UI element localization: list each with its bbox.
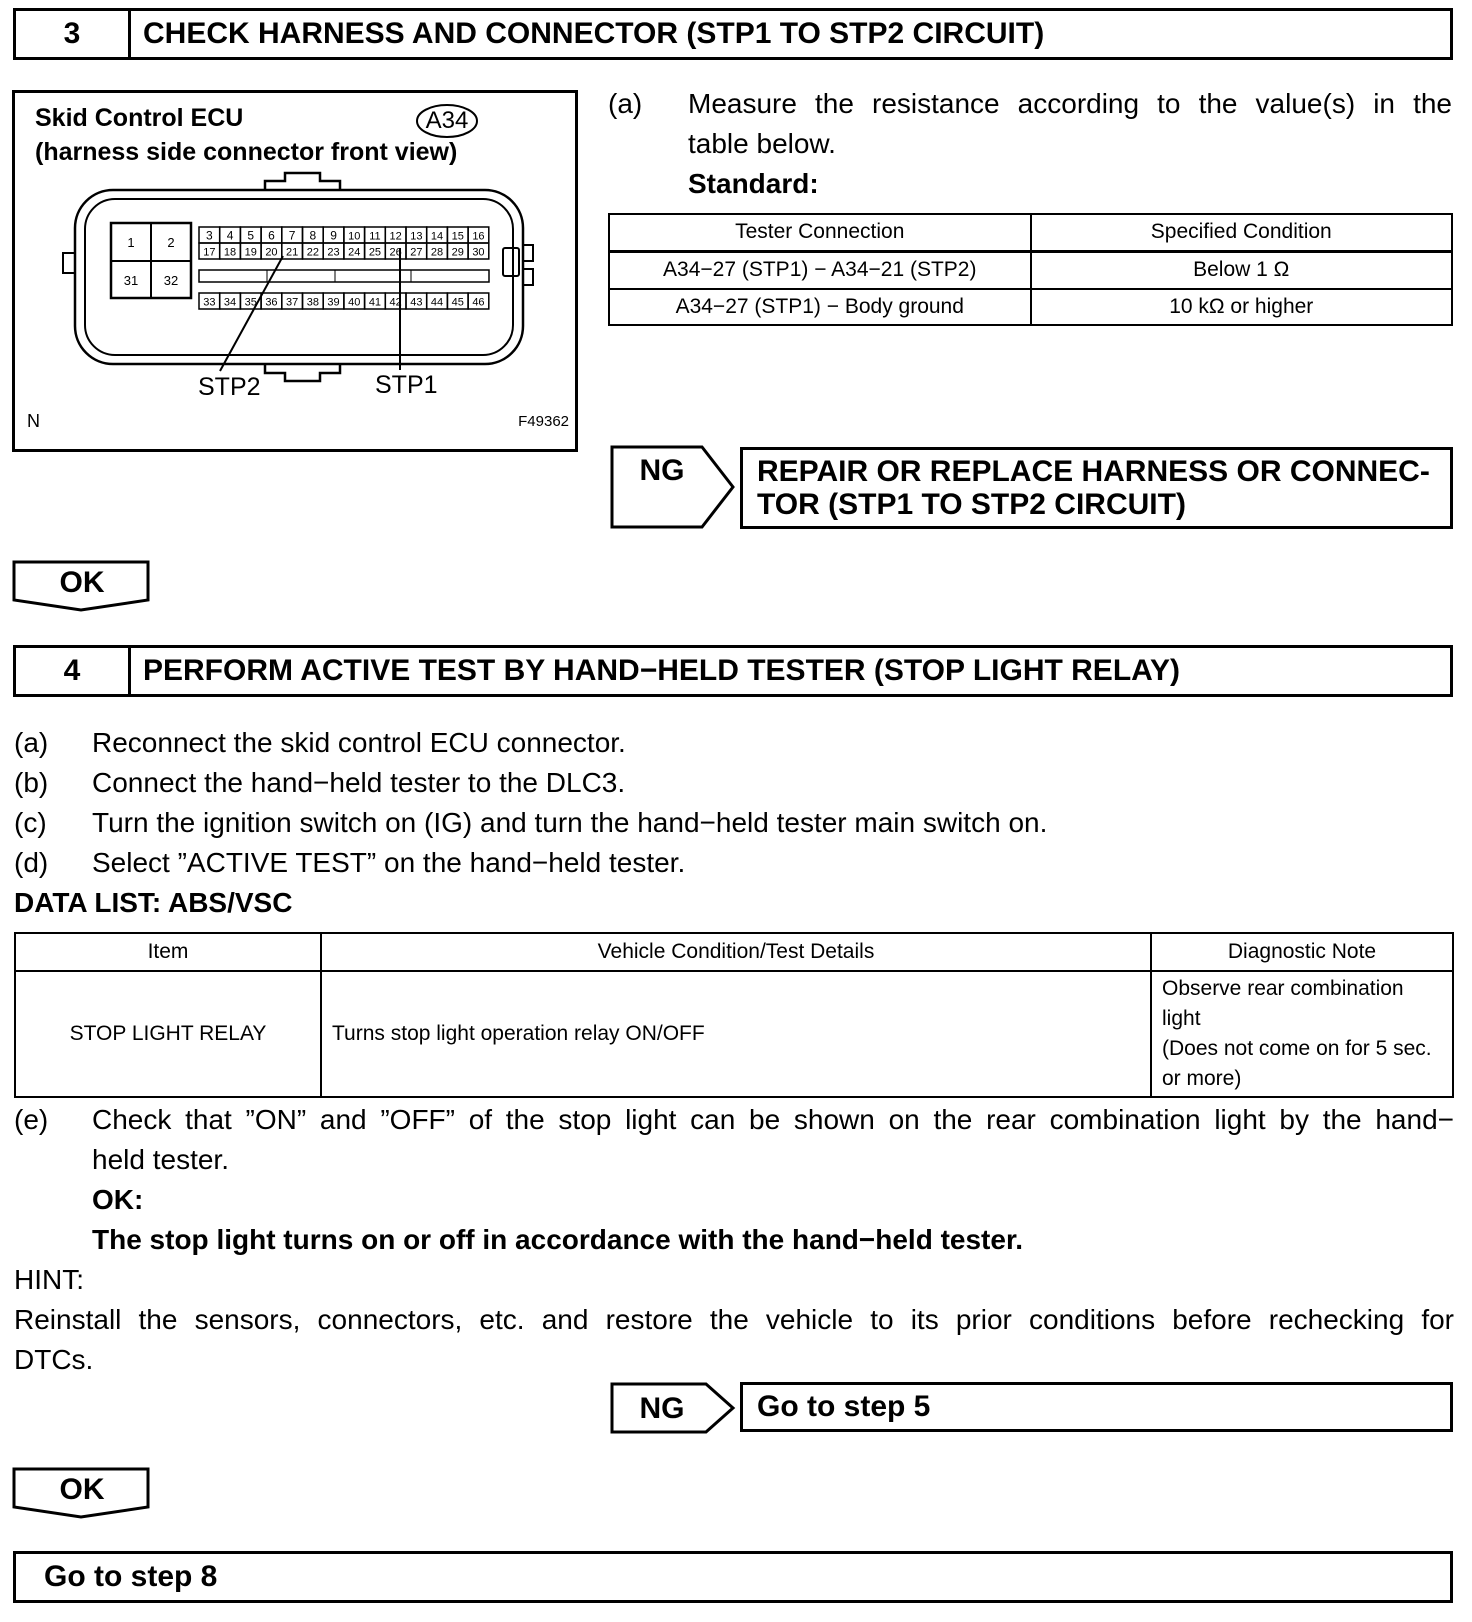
data-list-title: DATA LIST: ABS/VSC — [14, 887, 293, 918]
table-row — [15, 971, 1453, 1097]
pin-number: 19 — [244, 246, 257, 259]
figure-id: F49362 — [518, 413, 569, 430]
substep-list — [14, 723, 1047, 883]
table-header: Item — [15, 933, 321, 971]
table-header: Diagnostic Note — [1151, 933, 1453, 971]
table-cell: A34−27 (STP1) − A34−21 (STP2) — [609, 251, 1031, 289]
substep-e-line2: held tester. — [92, 1144, 229, 1175]
step-title: CHECK HARNESS AND CONNECTOR (STP1 TO STP2 CIRCUIT) — [143, 17, 1045, 50]
final-step-box: Go to step 8 — [13, 1551, 1453, 1603]
pin-number: 3 — [206, 228, 213, 243]
pin-grid — [199, 227, 489, 309]
substep-text: Turn the ignition switch on (IG) and turn the hand−held tester main switch on. — [92, 807, 1048, 838]
pin-number: 22 — [306, 246, 319, 259]
pin-number: 42 — [389, 296, 402, 309]
substep-text: Select ”ACTIVE TEST” on the hand−held tester. — [92, 847, 686, 878]
data-list-table — [14, 932, 1454, 1098]
hint-line1: Reinstall the sensors, connectors, etc. and restore the vehicle to its prior conditions before rechecking for — [14, 1304, 1454, 1335]
standard-table — [608, 213, 1453, 326]
ng-label-step4: NG — [639, 1392, 685, 1425]
substep-letter: (c) — [14, 807, 47, 838]
table-row — [609, 251, 1452, 289]
substep-letter: (a) — [14, 727, 49, 758]
pin-number: 39 — [327, 296, 340, 309]
note-line: Observe rear combination — [1162, 977, 1404, 1000]
ng-action-step3 — [740, 447, 1453, 529]
pin-number: 33 — [203, 296, 216, 309]
step-number: 3 — [16, 11, 131, 57]
connector-figure — [12, 90, 578, 452]
pin-number: 38 — [306, 296, 319, 309]
ok-heading: OK: — [92, 1184, 144, 1215]
pin-number: 32 — [163, 273, 179, 288]
table-header: Specified Condition — [1031, 214, 1453, 251]
step-number: 4 — [16, 648, 131, 694]
pin-number: 45 — [451, 296, 464, 309]
stp1-label: STP1 — [375, 371, 438, 399]
pin-number: 26 — [389, 246, 402, 259]
pin-number: 23 — [327, 246, 340, 259]
table-header: Tester Connection — [609, 214, 1031, 251]
standard-label: Standard: — [688, 168, 819, 199]
pin-number: 20 — [265, 246, 278, 259]
table-row — [609, 289, 1452, 325]
figure-corner-code: N — [27, 411, 40, 431]
pin-number: 29 — [451, 246, 464, 259]
pin-number: 5 — [247, 228, 255, 243]
pin-number: 11 — [369, 230, 381, 243]
list-item — [14, 803, 1047, 843]
pin-number: 10 — [348, 230, 361, 243]
ok-label-step4: OK — [59, 1473, 105, 1506]
pin-number: 24 — [348, 246, 361, 259]
pin-number: 37 — [286, 296, 299, 309]
step-title: PERFORM ACTIVE TEST BY HAND−HELD TESTER (STOP LIGHT RELAY) — [143, 654, 1181, 687]
pin-number: 28 — [430, 246, 444, 259]
instruction-letter-a: (a) — [608, 88, 643, 119]
pin-number: 4 — [226, 228, 234, 243]
note-line: or more) — [1162, 1067, 1242, 1090]
substep-letter: (b) — [14, 767, 49, 798]
step-3-header — [13, 8, 1453, 60]
pin-number: 14 — [430, 230, 444, 243]
figure-title-line2: (harness side connector front view) — [35, 138, 458, 166]
stp2-label: STP2 — [198, 373, 261, 401]
table-header: Vehicle Condition/Test Details — [321, 933, 1151, 971]
table-cell: Turns stop light operation relay ON/OFF — [321, 971, 1151, 1097]
connector-id: A34 — [425, 107, 469, 134]
pin-number: 18 — [223, 246, 237, 259]
step-4-header — [13, 645, 1453, 697]
list-item — [14, 723, 1047, 763]
pin-number: 16 — [472, 230, 485, 243]
pin-number: 27 — [410, 246, 423, 259]
hint-label: HINT: — [14, 1264, 84, 1295]
substep-text: Connect the hand−held tester to the DLC3. — [92, 767, 626, 798]
substep-e-letter: (e) — [14, 1104, 49, 1135]
list-item — [14, 843, 1047, 883]
pin-number: 36 — [265, 296, 278, 309]
table-cell: Below 1 Ω — [1031, 251, 1453, 289]
pin-number: 6 — [268, 228, 275, 243]
pin-number: 25 — [368, 246, 382, 259]
substep-letter: (d) — [14, 847, 49, 878]
ng-action-step4: Go to step 5 — [740, 1382, 1453, 1432]
pin-number: 1 — [127, 235, 135, 250]
hint-line2: DTCs. — [14, 1344, 94, 1375]
stp2-leader-line — [220, 256, 283, 371]
pin-number: 7 — [288, 228, 296, 243]
pin-number: 34 — [223, 296, 237, 309]
pin-number: 30 — [472, 246, 485, 259]
substep-e-line1: Check that ”ON” and ”OFF” of the stop light can be shown on the rear combination light by the hand− — [92, 1104, 1454, 1135]
ng-action-line1: REPAIR OR REPLACE HARNESS OR CONNEC- — [757, 455, 1430, 488]
table-cell — [1151, 971, 1453, 1097]
pin-number: 13 — [410, 230, 423, 243]
pin-number: 40 — [348, 296, 361, 309]
substep-text: Reconnect the skid control ECU connector. — [92, 727, 626, 758]
ng-label-step3: NG — [639, 454, 685, 487]
ok-label-step3: OK — [59, 566, 105, 599]
note-line: (Does not come on for 5 sec. — [1162, 1037, 1432, 1060]
pin-number: 31 — [123, 273, 139, 288]
pin-number: 46 — [472, 296, 485, 309]
pin-number: 35 — [244, 296, 257, 309]
table-cell: STOP LIGHT RELAY — [15, 971, 321, 1097]
ng-action-line2: TOR (STP1 TO STP2 CIRCUIT) — [757, 488, 1186, 521]
pin-number: 21 — [286, 246, 299, 259]
pin-number: 41 — [368, 296, 382, 309]
list-item — [14, 763, 1047, 803]
ok-criteria: The stop light turns on or off in accordance with the hand−held tester. — [92, 1224, 1024, 1255]
note-line: light — [1162, 1007, 1201, 1030]
instruction-line2: table below. — [688, 128, 836, 159]
pin-number: 2 — [167, 235, 175, 250]
instruction-line1: Measure the resistance according to the value(s) in the — [688, 88, 1452, 119]
table-cell: A34−27 (STP1) − Body ground — [609, 289, 1031, 325]
pin-number: 12 — [389, 230, 402, 243]
figure-title-line1: Skid Control ECU — [35, 104, 244, 132]
figure-title — [35, 101, 457, 169]
pin-number: 8 — [309, 228, 317, 243]
pin-number: 15 — [451, 230, 464, 243]
pin-number: 43 — [410, 296, 423, 309]
pin-number: 9 — [330, 228, 337, 243]
pin-number: 44 — [430, 296, 444, 309]
pin-number: 17 — [203, 246, 216, 259]
table-cell: 10 kΩ or higher — [1031, 289, 1453, 325]
